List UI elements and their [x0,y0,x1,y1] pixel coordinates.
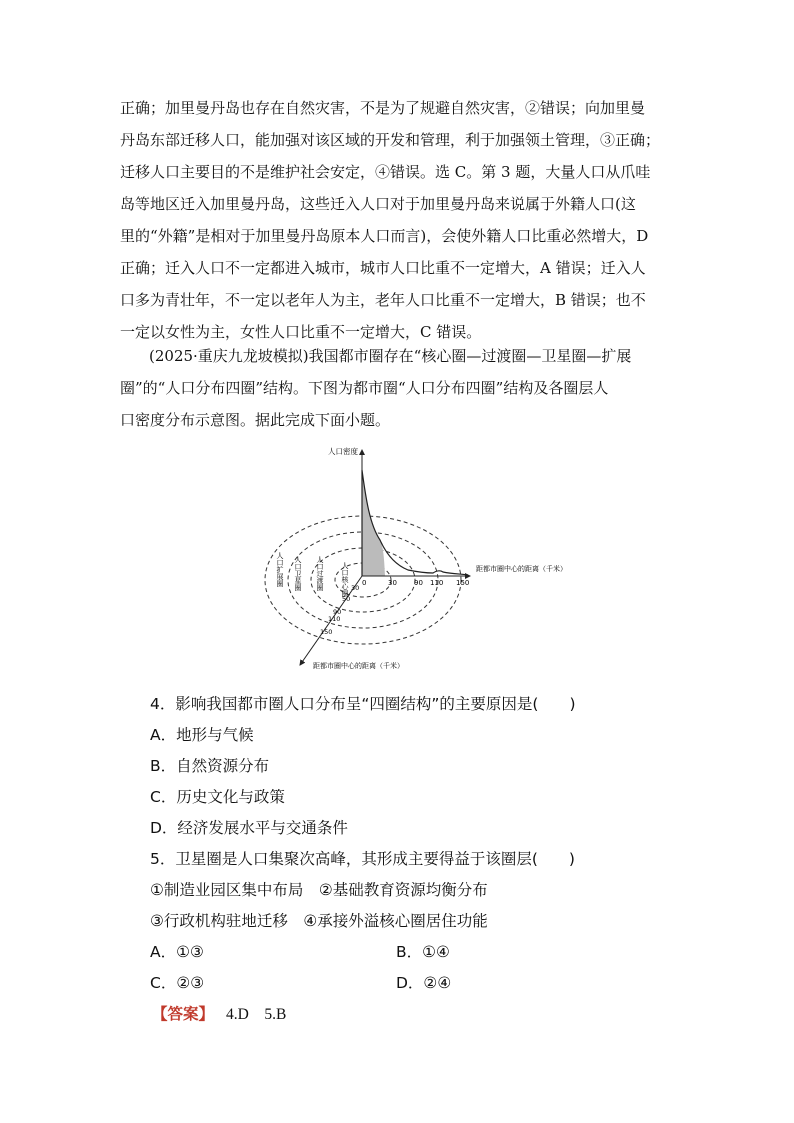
z-tick: 110 [328,615,341,623]
density-core-area [362,470,385,576]
y-axis-label: 人口密度 [328,447,358,456]
x-tick: 30 [388,579,397,587]
ring-label-satellite: 人口卫星圈 [294,556,302,591]
z-tick: 150 [320,628,333,636]
explanation-paragraph [120,92,695,348]
ring-label-expansion: 人口扩展圈 [276,552,284,587]
answer-value: 4.D 5.B [226,1006,287,1023]
material-paragraph [120,340,695,436]
q5-option-c[interactable]: C．②③ [150,974,205,992]
q5-item-line: ③行政机构驻地迁移 ④承接外溢核心圈居住功能 [150,912,488,930]
answer-tag: 【答案】 [152,1005,215,1023]
z-axis-label: 距都市圈中心的距离（千米） [313,662,404,670]
q4-stem: 4．影响我国都市圈人口分布呈“四圈结构”的主要原因是( ) [150,695,576,713]
q5-stem: 5．卫星圈是人口集聚次高峰，其形成主要得益于该圈层( ) [150,850,575,868]
z-tick: 90 [333,608,342,616]
material-line: 圈”的“人口分布四圈”结构。下图为都市圈“人口分布四圈”结构及各圈层人 [120,379,609,397]
q5-option-d[interactable]: D．②④ [396,974,452,992]
explanation-line: 口多为青壮年，不一定以老年人为主，老年人口比重不一定增大，B 错误；也不 [120,291,646,309]
material-line: 口密度分布示意图。据此完成下面小题。 [120,411,391,429]
answer-line [152,998,286,1031]
q4-option-a[interactable]: A．地形与气候 [150,726,254,744]
material-line: (2025·重庆九龙坡模拟)我国都市圈存在“核心圈—过渡圈—卫星圈—扩展 [149,347,632,365]
x-axis-label: 距都市圈中心的距离（千米） [476,565,567,573]
explanation-line: 正确；加里曼丹岛也存在自然灾害，不是为了规避自然灾害，②错误；向加里曼 [120,99,646,117]
q5-option-a[interactable]: A．①③ [150,943,204,961]
explanation-line: 一定以女性为主，女性人口比重不一定增大，C 错误。 [120,323,482,341]
explanation-line: 岛等地区迁入加里曼丹岛，这些迁入人口对于加里曼丹岛来说属于外籍人口(这 [120,195,636,213]
q4-option-d[interactable]: D．经济发展水平与交通条件 [150,819,348,837]
population-density-figure [258,440,578,675]
explanation-line: 丹岛东部迁移人口，能加强对该区域的开发和管理，利于加强领土管理，③正确； [120,131,661,149]
x-tick: 110 [430,579,444,587]
x-tick: 0 [362,579,367,587]
explanation-line: 正确；迁入人口不一定都进入城市，城市人口比重不一定增大，A 错误；迁入人 [120,259,646,277]
q5-option-b[interactable]: B．①④ [396,943,450,961]
x-tick: 150 [456,579,470,587]
q4-option-c[interactable]: C．历史文化与政策 [150,788,285,806]
explanation-line: 里的“外籍”是相对于加里曼丹岛原本人口而言)，会使外籍人口比重必然增大，D [120,227,649,245]
z-tick: 30 [351,584,360,592]
ring-label-transition: 人口过渡圈 [316,556,324,591]
explanation-line: 迁移人口主要目的不是维护社会安定，④错误。选 C。第 3 题，大量人口从爪哇 [120,163,651,181]
ring-label-core: 人口核心圈 [341,562,349,597]
z-tick: 50 [342,595,351,603]
q5-item-line: ①制造业园区集中布局 ②基础教育资源均衡分布 [150,881,488,899]
x-tick: 90 [414,579,423,587]
q4-option-b[interactable]: B．自然资源分布 [150,757,270,775]
